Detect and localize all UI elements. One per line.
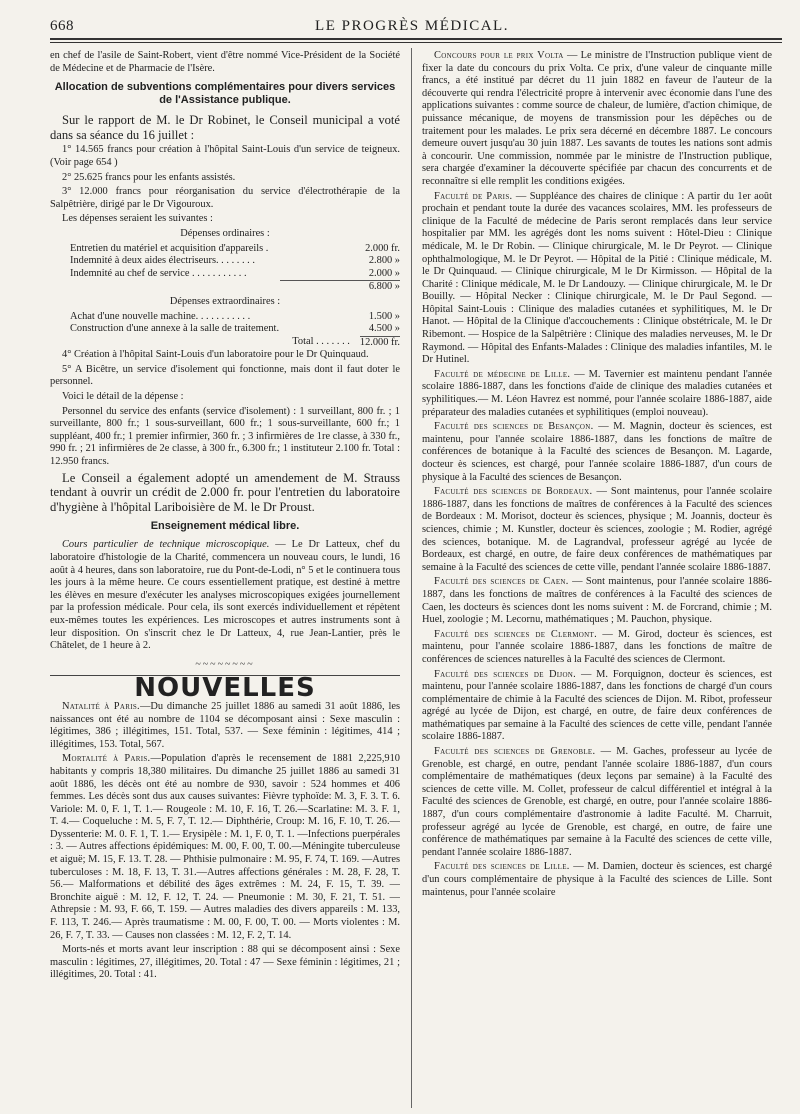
- list-item: 2° 25.625 francs pour les enfants assistés.: [62, 171, 236, 183]
- detail-paragraph: Personnel du service des enfants (service d'isolement) : 1 surveillant, 800 fr. ; 1 surveillante, 800 fr.; 1 sous-surveillant, 600 fr.; 1 sous-surveillante, 600 fr.; 1 suppléant, 400 fr.; 1 premier infirmier, 360 fr. ; 3 infirmières de 1re classe, à 330 fr., 990 fr. ; 21 infirmières de 2e classe, à 300 fr., 6.300 fr.; 1 instituteur 2.100 fr. Total : 12.950 francs.: [50, 405, 400, 468]
- nouvelles-heading: NOUVELLES: [50, 675, 400, 695]
- dijon-paragraph: Faculté des sciences de Dijon. — M. Forquignon, docteur ès sciences, est maintenu, pour l'année scolaire 1886-1887, dans les fonctions de chargé d'un cours complémentaire de chimie à la Faculté des sciences de Dijon. M. Ribot, professeur agrégé au lycée de Dijon, est chargé, en outre, de faire deux conférences de mathématiques par semaine à la Faculté des sciences de cette ville, pendant l'année scolaire 1886-1887.: [422, 668, 772, 743]
- natalite-paragraph: Natalité à Paris.—Du dimanche 25 juillet 1886 au samedi 31 août 1886, les naissances ont été au nombre de 1104 se décomposant ainsi : Sexe masculin : légitimes, 386 ; illégitimes, 151. Total, 537. — Sexe féminin : légitimes, 414 ; illégitimes, 153. Total, 567.: [50, 700, 400, 750]
- journal-title: LE PROGRÈS MÉDICAL.: [315, 18, 509, 34]
- extra-label: Dépenses extraordinaires :: [169, 295, 281, 307]
- intro-paragraph: en chef de l'asile de Saint-Robert, vient d'être nommé Vice-Président de la Société de Médecine et de Pharmacie de l'Isère.: [50, 50, 400, 74]
- strauss-paragraph: Le Conseil a également adopté un amendement de M. Strauss tendant à ouvrir un crédit de 2.000 fr. pour l'entretien du laboratoire d'hygiène à l'hôpital Lariboisière de M. le Dr Proust.: [50, 470, 400, 514]
- caen-paragraph: Faculté des sciences de Caen. — Sont maintenus, pour l'année scolaire 1886-1887, dans les fonctions de maîtres de conférences à la Faculté des sciences de Caen, les docteurs ès sciences dont les noms suivent : M. de Forcrand, chimie ; M. Huel, zoologie ; M. Lecornu, mathématiques ; M. Pauchon, physique.: [422, 576, 772, 626]
- mortsnes-paragraph: Morts-nés et morts avant leur inscription : 88 qui se décomposent ainsi : Sexe masculin : légitimes, 27, illégitimes, 20. Total : 47 — Sexe féminin : légitimes, 21 ; illégitimes, 20. Total : 41.: [50, 944, 400, 981]
- grand-total-row: Total . . . . . . . 12.000 fr.: [292, 335, 400, 348]
- enseignement-heading: Enseignement médical libre.: [150, 520, 300, 533]
- left-column: [50, 50, 400, 1105]
- expense-row: Construction d'une annexe à la salle de traitement. 4.500 »: [70, 323, 400, 335]
- right-column: [422, 50, 772, 1105]
- list-item: 3° 12.000 francs pour réorganisation du service d'électrothérapie de la Salpêtrière, dirigé par le Dr Vigouroux.: [50, 186, 400, 210]
- extra-list: [70, 311, 400, 350]
- header-rule-thin: [50, 42, 782, 43]
- lille-sciences-paragraph: Faculté des sciences de Lille. — M. Damien, docteur ès sciences, est chargé d'un cours complémentaire de physique à la Faculté des sciences de Lille. Sont maintenus, pour l'année scolaire: [422, 861, 772, 898]
- list-item: 1° 14.565 francs pour création à l'hôpital Saint-Louis d'un service de teigneux. (Voir page 654 ): [50, 144, 400, 168]
- expense-row: Achat d'une nouvelle machine. . . . . . . . . . . 1.500 »: [70, 310, 400, 322]
- grenoble-paragraph: Faculté des sciences de Grenoble. — M. Gaches, professeur au lycée de Grenoble, est chargé, en outre, pendant l'année scolaire 1886-1887, d'un cours complémentaire de mathématiques (deux leçons par semaine) à la Faculté des sciences de cette ville. M. Collet, professeur de calcul différentiel et intégral à la Faculté des sciences de Grenoble, est chargé, en outre, pour l'année scolaire 1886-1887, d'un cours complémentaire d'astronomie à ladite Faculté. M. Charruit, professeur agrégé au lycée de Grenoble, est chargé, en outre, de faire une conférence de mathématiques par semaine à la Faculté des sciences de cette ville, pendant l'année scolaire 1886-1887.: [422, 746, 772, 858]
- lille-paragraph: Faculté de médecine de Lille. — M. Tavernier est maintenu pendant l'année scolaire 1886-1887, dans les fonctions d'aide de clinique des maladies cutanées et syphilitiques.— M. Léon Havrez est nommé, pour l'année scolaire 1886-1887, aide préparateur des maladies cutanées et syphilitiques (emploi nouveau).: [422, 368, 772, 418]
- ordinaires-label: Dépenses ordinaires :: [180, 227, 270, 239]
- paris-paragraph: Faculté de Paris. — Suppléance des chaires de clinique : A partir du 1er août prochain et pendant toute la durée des vacances scolaires, MM. les professeurs de clinique de la Faculté de médecine de Paris seront remplacés dans leur service hospitalier par MM. les agrégés dont les noms suivent : Hôtel-Dieu : Clinique médicale, M. le Dr Robin. — Clinique chirurgicale, M. le Dr Peyrot. — Clinique ophthalmologique, M. le Dr Peyrot. — Hôpital de la Pitié : Clinique médicale, M. le Dr Quinquaud. — Clinique chirurgicale, M le Dr Kirmisson. — Hôpital de la Charité : Clinique médicale, M. le Dr Landouzy. — Clinique chirurgicale, M. le Dr Bouilly. — Hôpital Necker : Clinique chirurgicale, M. le Dr Paul Segond. — Hôpital Saint-Louis : Clinique des maladies cutanées et syphilitiques, M. le Dr Hanot. — Hôpital de la Clinique d'accouchements : Clinique obstétricale, M. le Dr Ribemont. — Hospice de la Salpêtrière : Clinique des maladies nerveuses, M. le Dr Raymond. — Hôpital des Enfants-Malades : Clinique des maladies infantiles, M. le Dr Hutinel.: [422, 190, 772, 366]
- expense-row: Entretien du matériel et acquisition d'appareils . 2.000 fr.: [70, 242, 400, 254]
- volta-paragraph: Concours pour le prix Volta — Le ministre de l'Instruction publique vient de fixer la date du concours du prix Volta. Ce prix, d'une valeur de cinquante mille francs, a été institué par décret du 11 juin 1882 en faveur de l'auteur de la découverte qui rendra l'électricité propre à intervenir avec économie dans l'une des applications suivantes : comme source de chaleur, de lumière, d'action chimique, de puissance mécanique, de moyens de transmission pour les dépêches ou de traitement pour les malades. Le prix sera décerné en décembre 1887. Le concours demeure ouvert jusqu'au 30 juin 1887. Les savants de toutes les nations sont admis à concourir. Une commission, nommée par le ministre de l'Instruction publique, sera chargée d'examiner la découverte spécifiée par chacun des concurrents et de reconnaître si elle remplit les conditions exigées.: [422, 50, 772, 187]
- expense-row: Indemnité à deux aides électriseurs. . . . . . . . 2.800 »: [70, 255, 400, 267]
- bordeaux-paragraph: Faculté des sciences de Bordeaux. — Sont maintenus, pour l'année scolaire 1886-1887, dans les fonctions de maîtres de conférences à la Faculté des sciences de Bordeaux : M. Morisot, docteur ès sciences, physique ; M. Joannis, docteur ès sciences, chimie ; M. Kunstler, docteur ès sciences, zoologie ; M. Rodier, agrégé des sciences, botanique. M. de Lagrandval, professeur agrégé au lycée de Bordeaux, est chargé, en outre, de faire deux conférences de mathématiques par semaine à la Faculté des sciences de cette ville, pendant l'année scolaire 1886-1887.: [422, 486, 772, 573]
- detail-intro: Voici le détail de la dépense :: [62, 391, 184, 403]
- clermont-paragraph: Faculté des sciences de Clermont. — M. Girod, docteur ès sciences, est maintenu, pour l'année scolaire 1886-1887, dans les fonctions de maître de conférences de sciences naturelles à la Faculté des sciences de Clermont.: [422, 628, 772, 665]
- subventions-intro: Sur le rapport de M. le Dr Robinet, le Conseil municipal a voté dans sa séance du 16 juillet :: [50, 113, 400, 142]
- subventions-heading: Allocation de subventions complémentaires pour divers services de l'Assistance publique.: [54, 81, 396, 107]
- page-number: 668: [50, 18, 74, 34]
- ornament-divider: ~~~~~~~~: [195, 658, 255, 670]
- ordinaires-total: 6.800 »: [280, 280, 400, 294]
- column-divider: [411, 48, 412, 1108]
- depenses-intro: Les dépenses seraient les suivantes :: [62, 213, 213, 225]
- besancon-paragraph: Faculté des sciences de Besançon. — M. Magnin, docteur ès sciences, est maintenu, pour l'année scolaire 1886-1887, dans les fonctions de maître de conférences de botanique à la Faculté des sciences de Besançon. M. Lagarde, docteur ès sciences, est chargé, pour l'année scolaire 1886-1887, d'un cours de physique à la Faculté des sciences de Besançon.: [422, 421, 772, 483]
- ordinaires-list: [70, 243, 400, 294]
- mortalite-paragraph: Mortalité à Paris.—Population d'après le recensement de 1881 2,225,910 habitants y compris 18,380 militaires. Du dimanche 25 juillet 1886 au samedi 31 août 1886, les décès ont été au nombre de 930, savoir : 524 hommes et 406 femmes. Les décès sont dus aux causes suivantes: Fièvre typhoïde: M. 3, F. 3. T. 6. Variole: M. 0, F. 1, T. 1.— Rougeole : M. 10, F. 16, T. 26.—Scarlatine: M. 3. F. 1, T. 4.— Coqueluche : M. 5, F. 7, T. 12.— Diphthérie, Croup: M. 16, F. 10, T. 26.— Dyssenterie: M. 0. F. 1, T. 1.— Erysipèle : M. 1, F. 0, T. 1. —Infections puerpérales : 3. — Autres affections épidémiques: M. 00, F. 00, T. 00.—Méningite tuberculeuse et aiguë; M. 15, F. 13. T. 28. — Phthisie pulmonaire : M. 95, F. 74, T. 169. —Autres tuberculoses : M. 18, F. 13, T. 31.—Autres affections générales : M. 28, F. 28, T. 56.— Malformations et débilité des âges extrêmes : M. 24, F. 15, T. 39. — Bronchite aiguë : M. 12, F. 12, T. 24. — Pneumonie : M. 30, F. 21, T. 51. — Athrepsie : M. 93, F. 66, T. 159. — Autres maladies des divers appareils : M. 133, F. 113, T. 246.— Après traumatisme : M. 00, F. 00, T. 00. — Morts violentes : M. 26, F. 7, T. 33. — Causes non classées : M. 12, F. 2, T. 14.: [50, 753, 400, 941]
- item-5: 5° A Bicêtre, un service d'isolement qui fonctionne, mais dont il faut doter le personnel.: [50, 363, 400, 388]
- expense-row: Indemnité au chef de service . . . . . . . . . . . 2.000 »: [70, 267, 400, 279]
- item-4: 4° Création à l'hôpital Saint-Louis d'un laboratoire pour le Dr Quinquaud.: [62, 349, 369, 361]
- header-rule: [50, 38, 782, 40]
- enseignement-paragraph: Cours particulier de technique microscopique. — Le Dr Latteux, chef du laboratoire d'histologie de la Charité, commencera un nouveau cours, le lundi, 16 août à 4 heures, dans son laboratoire, rue du Pont-de-Lodi, n° 5 et le continuera tous les jours à la même heure. Ce cours essentiellement pratique, est destiné à mettre les élèves en mesure d'exécuter les analyses microscopiques exigées journellement par la profession médicale. Pour cela, ils sont exercés individuellement et répètent eux-mêmes toutes les expériences. Les microscopes et autres instruments sont à leur disposition. On s'inscrit chez le Dr Latteux, 4, rue Jean-Lantier, près le Châtelet, de 1 heure à 2.: [50, 539, 400, 652]
- page-header: [50, 18, 774, 40]
